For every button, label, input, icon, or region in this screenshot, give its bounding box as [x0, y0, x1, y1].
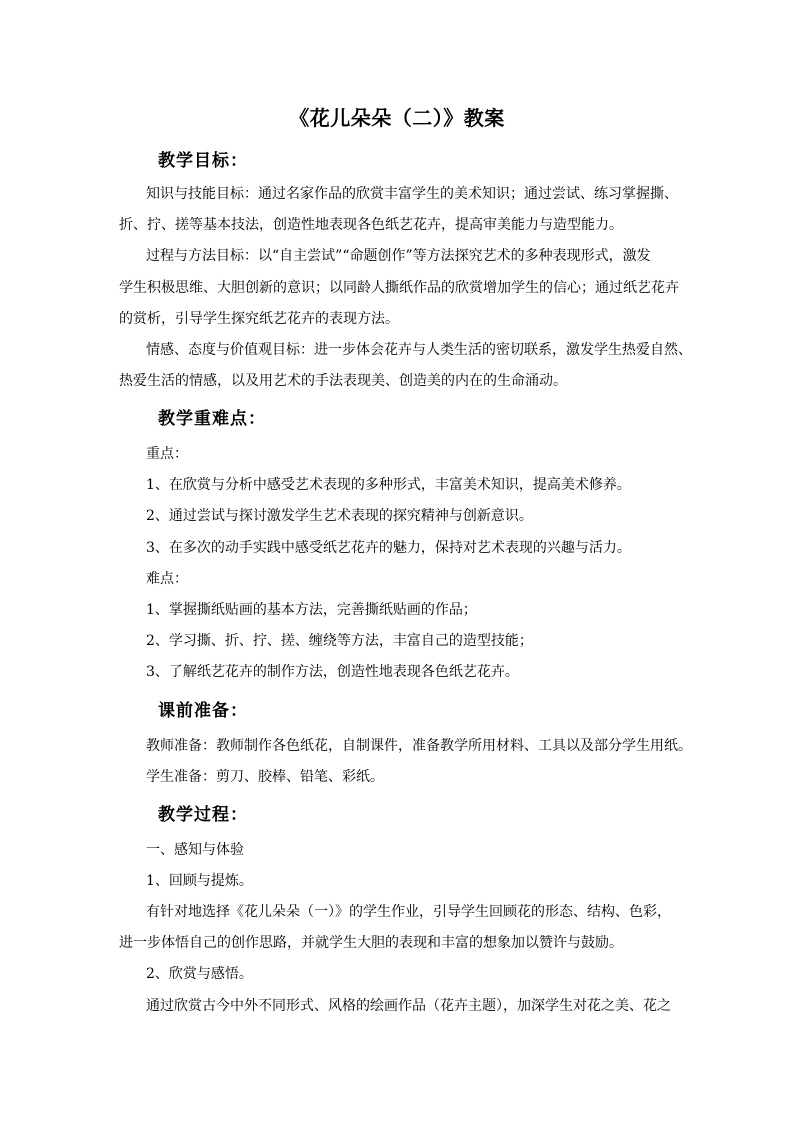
- key-item-2: 2、通过尝试与探讨激发学生艺术表现的探究精神与创新意识。: [146, 508, 533, 524]
- preparation-student: 学生准备：剪刀、胶棒、铅笔、彩纸。: [146, 769, 384, 785]
- objective-emotion-line-1: 情感、态度与价值观目标：进一步体会花卉与人类生活的密切联系，激发学生热爱自然、: [146, 342, 692, 358]
- preparation-teacher: 教师准备：教师制作各色纸花，自制课件，准备教学所用材料、工具以及部分学生用纸。: [146, 738, 692, 754]
- heading-key-points: 教学重难点：: [158, 409, 266, 429]
- difficult-label: 难点：: [146, 571, 188, 587]
- heading-process: 教学过程：: [158, 805, 248, 825]
- heading-preparation: 课前准备：: [158, 701, 248, 721]
- difficult-item-3: 3、了解纸艺花卉的制作方法，创造性地表现各色纸艺花卉。: [146, 664, 519, 680]
- process-step-2: 2、欣赏与感悟。: [146, 966, 253, 982]
- objective-process-line-2: 学生积极思维、大胆创新的意识；以同龄人撕纸作品的欣赏增加学生的信心；通过纸艺花卉: [119, 280, 679, 296]
- key-label: 重点：: [146, 446, 188, 462]
- process-step-1: 1、回顾与提炼。: [146, 873, 253, 889]
- objective-emotion-line-2: 热爱生活的情感，以及用艺术的手法表现美、创造美的内在的生命涌动。: [119, 373, 567, 389]
- key-item-3: 3、在多次的动手实践中感受纸艺花卉的魅力，保持对艺术表现的兴趣与活力。: [146, 540, 631, 556]
- document-title: 《花儿朵朵（二）》教案: [289, 106, 505, 130]
- objective-process-line-3: 的赏析，引导学生探究纸艺花卉的表现方法。: [119, 311, 399, 327]
- heading-objectives: 教学目标：: [158, 151, 248, 171]
- objective-knowledge-line-2: 折、拧、搓等基本技法，创造性地表现各色纸艺花卉，提高审美能力与造型能力。: [119, 217, 623, 233]
- objective-knowledge-line-1: 知识与技能目标：通过名家作品的欣赏丰富学生的美术知识；通过尝试、练习掌握撕、: [146, 186, 678, 202]
- difficult-item-1: 1、掌握撕纸贴画的基本方法，完善撕纸贴画的作品；: [146, 602, 477, 618]
- objective-process-line-1: 过程与方法目标：以“自主尝试”“命题创作”等方法探究艺术的多种表现形式，激发: [146, 248, 651, 264]
- difficult-item-2: 2、学习撕、折、拧、搓、缠绕等方法，丰富自己的造型技能；: [146, 633, 533, 649]
- process-part-1: 一、感知与体验: [146, 842, 244, 858]
- key-item-1: 1、在欣赏与分析中感受艺术表现的多种形式，丰富美术知识，提高美术修养。: [146, 477, 631, 493]
- process-step-2-text-line-1: 通过欣赏古今中外不同形式、风格的绘画作品（花卉主题），加深学生对花之美、花之: [146, 998, 671, 1014]
- process-step-1-text-line-2: 进一步体悟自己的创作思路，并就学生大胆的表现和丰富的想象加以赞许与鼓励。: [119, 935, 623, 951]
- process-step-1-text-line-1: 有针对地选择《花儿朵朵（一）》的学生作业，引导学生回顾花的形态、结构、色彩，: [146, 904, 671, 920]
